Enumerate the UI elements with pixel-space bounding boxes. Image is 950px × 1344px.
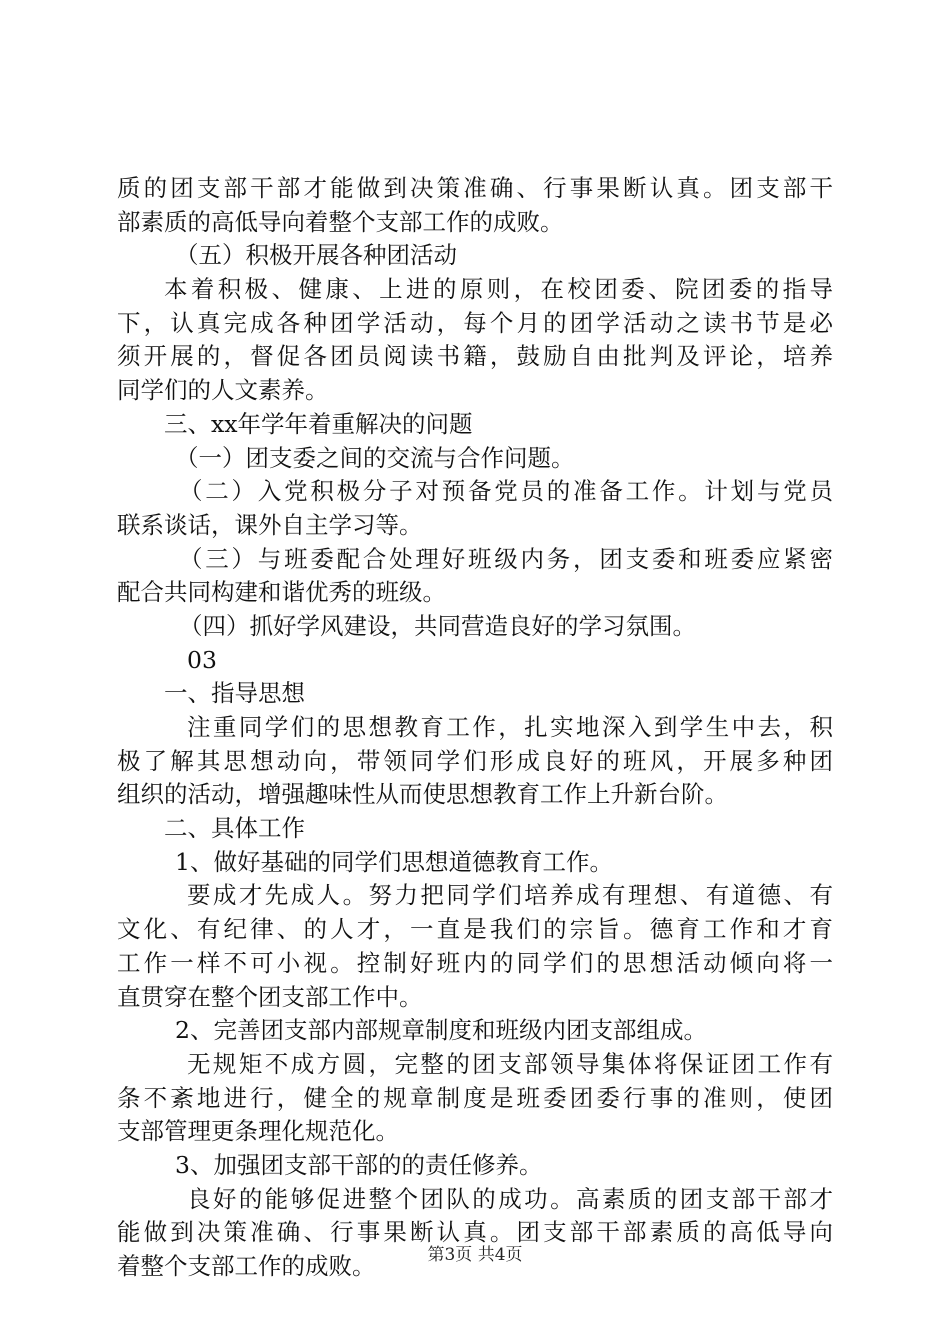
text-line: 文化、有纪律、的人才，一直是我们的宗旨。德育工作和才育	[117, 915, 833, 944]
section-heading: 二、具体工作	[164, 814, 305, 843]
text-line: 部素质的高低导向着整个支部工作的成败。	[117, 207, 564, 236]
section-heading: （五）积极开展各种团活动	[175, 241, 457, 270]
text-line: 注重同学们的思想教育工作，扎实地深入到学生中去，积	[187, 713, 833, 741]
text-line: 联系谈话，课外自主学习等。	[117, 510, 423, 539]
list-item: （四）抓好学风建设，共同营造良好的学习氛围。	[179, 611, 696, 640]
text-line: 同学们的人文素养。	[117, 376, 329, 405]
section-number: 03	[187, 645, 217, 674]
text-line: 工作一样不可小视。控制好班内的同学们的思想活动倾向将一	[117, 948, 833, 977]
text-line: 条不紊地进行，健全的规章制度是班委团委行事的准则，使团	[117, 1083, 833, 1112]
list-item: （一）团支委之间的交流与合作问题。	[175, 443, 575, 472]
section-heading: 三、xx年学年着重解决的问题	[164, 409, 473, 438]
text-line: 良好的能够促进整个团队的成功。高素质的团支部干部才	[187, 1184, 833, 1213]
text-line: 极了解其思想动向，带领同学们形成良好的班风，开展多种团	[117, 746, 833, 775]
section-heading: 一、指导思想	[164, 679, 305, 708]
page-number-footer: 第3页 共4页	[427, 1245, 523, 1265]
subsection-heading: 3、加强团支部干部的的责任修养。	[175, 1150, 543, 1179]
text-line: 须开展的，督促各团员阅读书籍，鼓励自由批判及评论，培养	[117, 342, 833, 371]
text-line: 配合共同构建和谐优秀的班级。	[117, 578, 446, 607]
list-item: （三）与班委配合处理好班级内务，团支委和班委应紧密	[179, 544, 833, 573]
text-line: 要成才先成人。努力把同学们培养成有理想、有道德、有	[187, 881, 833, 910]
text-line: 着整个支部工作的成败。	[117, 1252, 376, 1280]
text-line: 直贯穿在整个团支部工作中。	[117, 982, 423, 1011]
list-item: （二）入党积极分子对预备党员的准备工作。计划与党员	[179, 477, 833, 506]
text-line: 下，认真完成各种团学活动，每个月的团学活动之读书节是必	[117, 308, 833, 337]
text-line: 组织的活动，增强趣味性从而使思想教育工作上升新台阶。	[117, 780, 728, 809]
document-body	[117, 172, 833, 1284]
text-line: 支部管理更条理化规范化。	[117, 1117, 399, 1146]
text-line: 能做到决策准确、行事果断认真。团支部干部素质的高低导向	[117, 1218, 833, 1247]
subsection-heading: 2、完善团支部内部规章制度和班级内团支部组成。	[175, 1016, 707, 1045]
text-line: 质的团支部干部才能做到决策准确、行事果断认真。团支部干	[117, 174, 833, 202]
subsection-heading: 1、做好基础的同学们思想道德教育工作。	[175, 847, 613, 876]
text-line: 本着积极、健康、上进的原则，在校团委、院团委的指导	[164, 275, 833, 304]
text-line: 无规矩不成方圆，完整的团支部领导集体将保证团工作有	[187, 1049, 833, 1078]
